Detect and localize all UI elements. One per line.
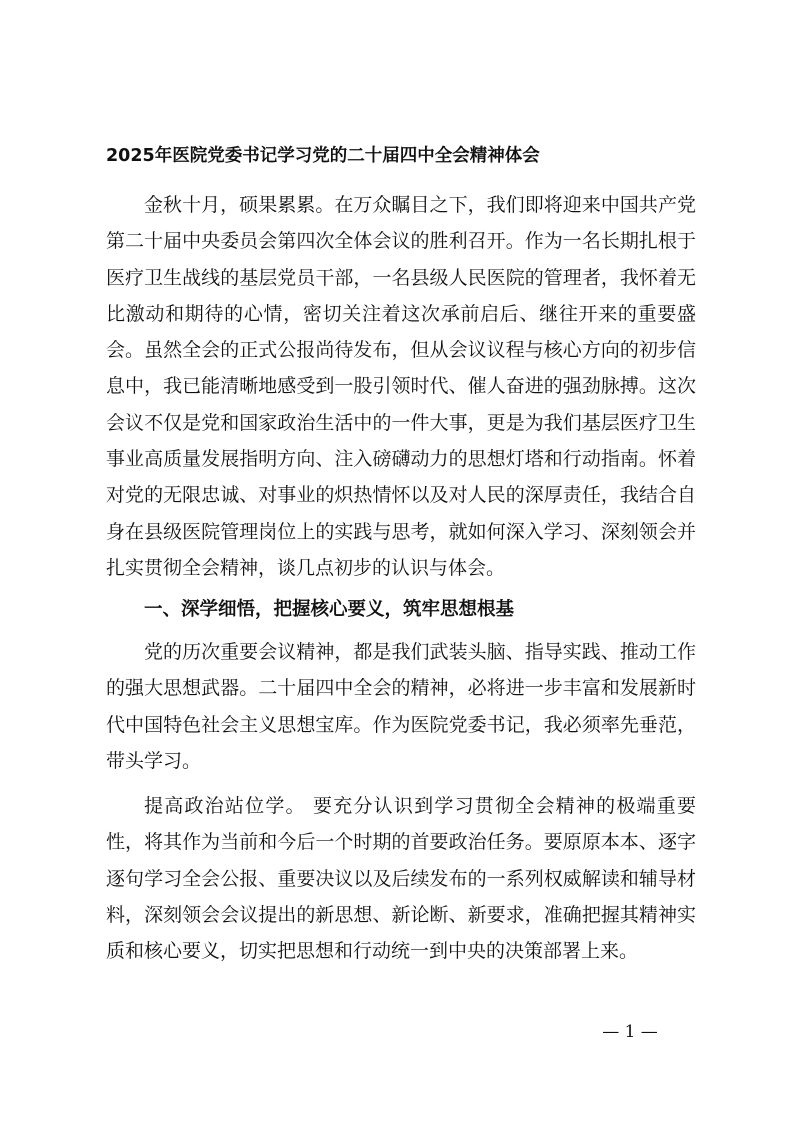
section-paragraph: 党的历次重要会议精神，都是我们武装头脑、指导实践、推动工作的强大思想武器。二十届四中全会的精神，必将进一步丰富和发展新时代中国特色社会主义思想宝库。作为医院党委书记，我必须率先垂范，带头学习。 <box>106 641 696 772</box>
document-title: 2025年医院党委书记学习党的二十届四中全会精神体会 <box>106 146 540 166</box>
intro-paragraph: 金秋十月，硕果累累。在万众瞩目之下，我们即将迎来中国共产党第二十届中央委员会第四次全体会议的胜利召开。作为一名长期扎根于医疗卫生战线的基层党员干部，一名县级人民医院的管理者，我怀着无比激动和期待的心情，密切关注着这次承前启后、继往开来的重要盛会。虽然全会的正式公报尚待发布，但从会议议程与核心方向的初步信息中，我已能清晰地感受到一股引领时代、催人奋进的强劲脉搏。这次会议不仅是党和国家政治生活中的一件大事，更是为我们基层医疗卫生事业高质量发展指明方向、注入磅礴动力的思想灯塔和行动指南。怀着对党的无限忠诚、对事业的炽热情怀以及对人民的深厚责任，我结合自身在县级医院管理岗位上的实践与思考，就如何深入学习、深刻领会并扎实贯彻全会精神，谈几点初步的认识与体会。 <box>106 194 696 579</box>
section-heading: 一、深学细悟，把握核心要义，筑牢思想根基 <box>144 599 515 620</box>
page-number: — 1 — <box>602 1022 658 1042</box>
section-paragraph: 提高政治站位学。 要充分认识到学习贯彻全会精神的极端重要性，将其作为当前和今后一个时期的首要政治任务。要原原本本、逐字逐句学习全会公报、重要决议以及后续发布的一系列权威解读和辅导材料，深刻领会会议提出的新思想、新论断、新要求，准确把握其精神实质和核心要义，切实把思想和行动统一到中央的决策部署上来。 <box>106 795 696 963</box>
